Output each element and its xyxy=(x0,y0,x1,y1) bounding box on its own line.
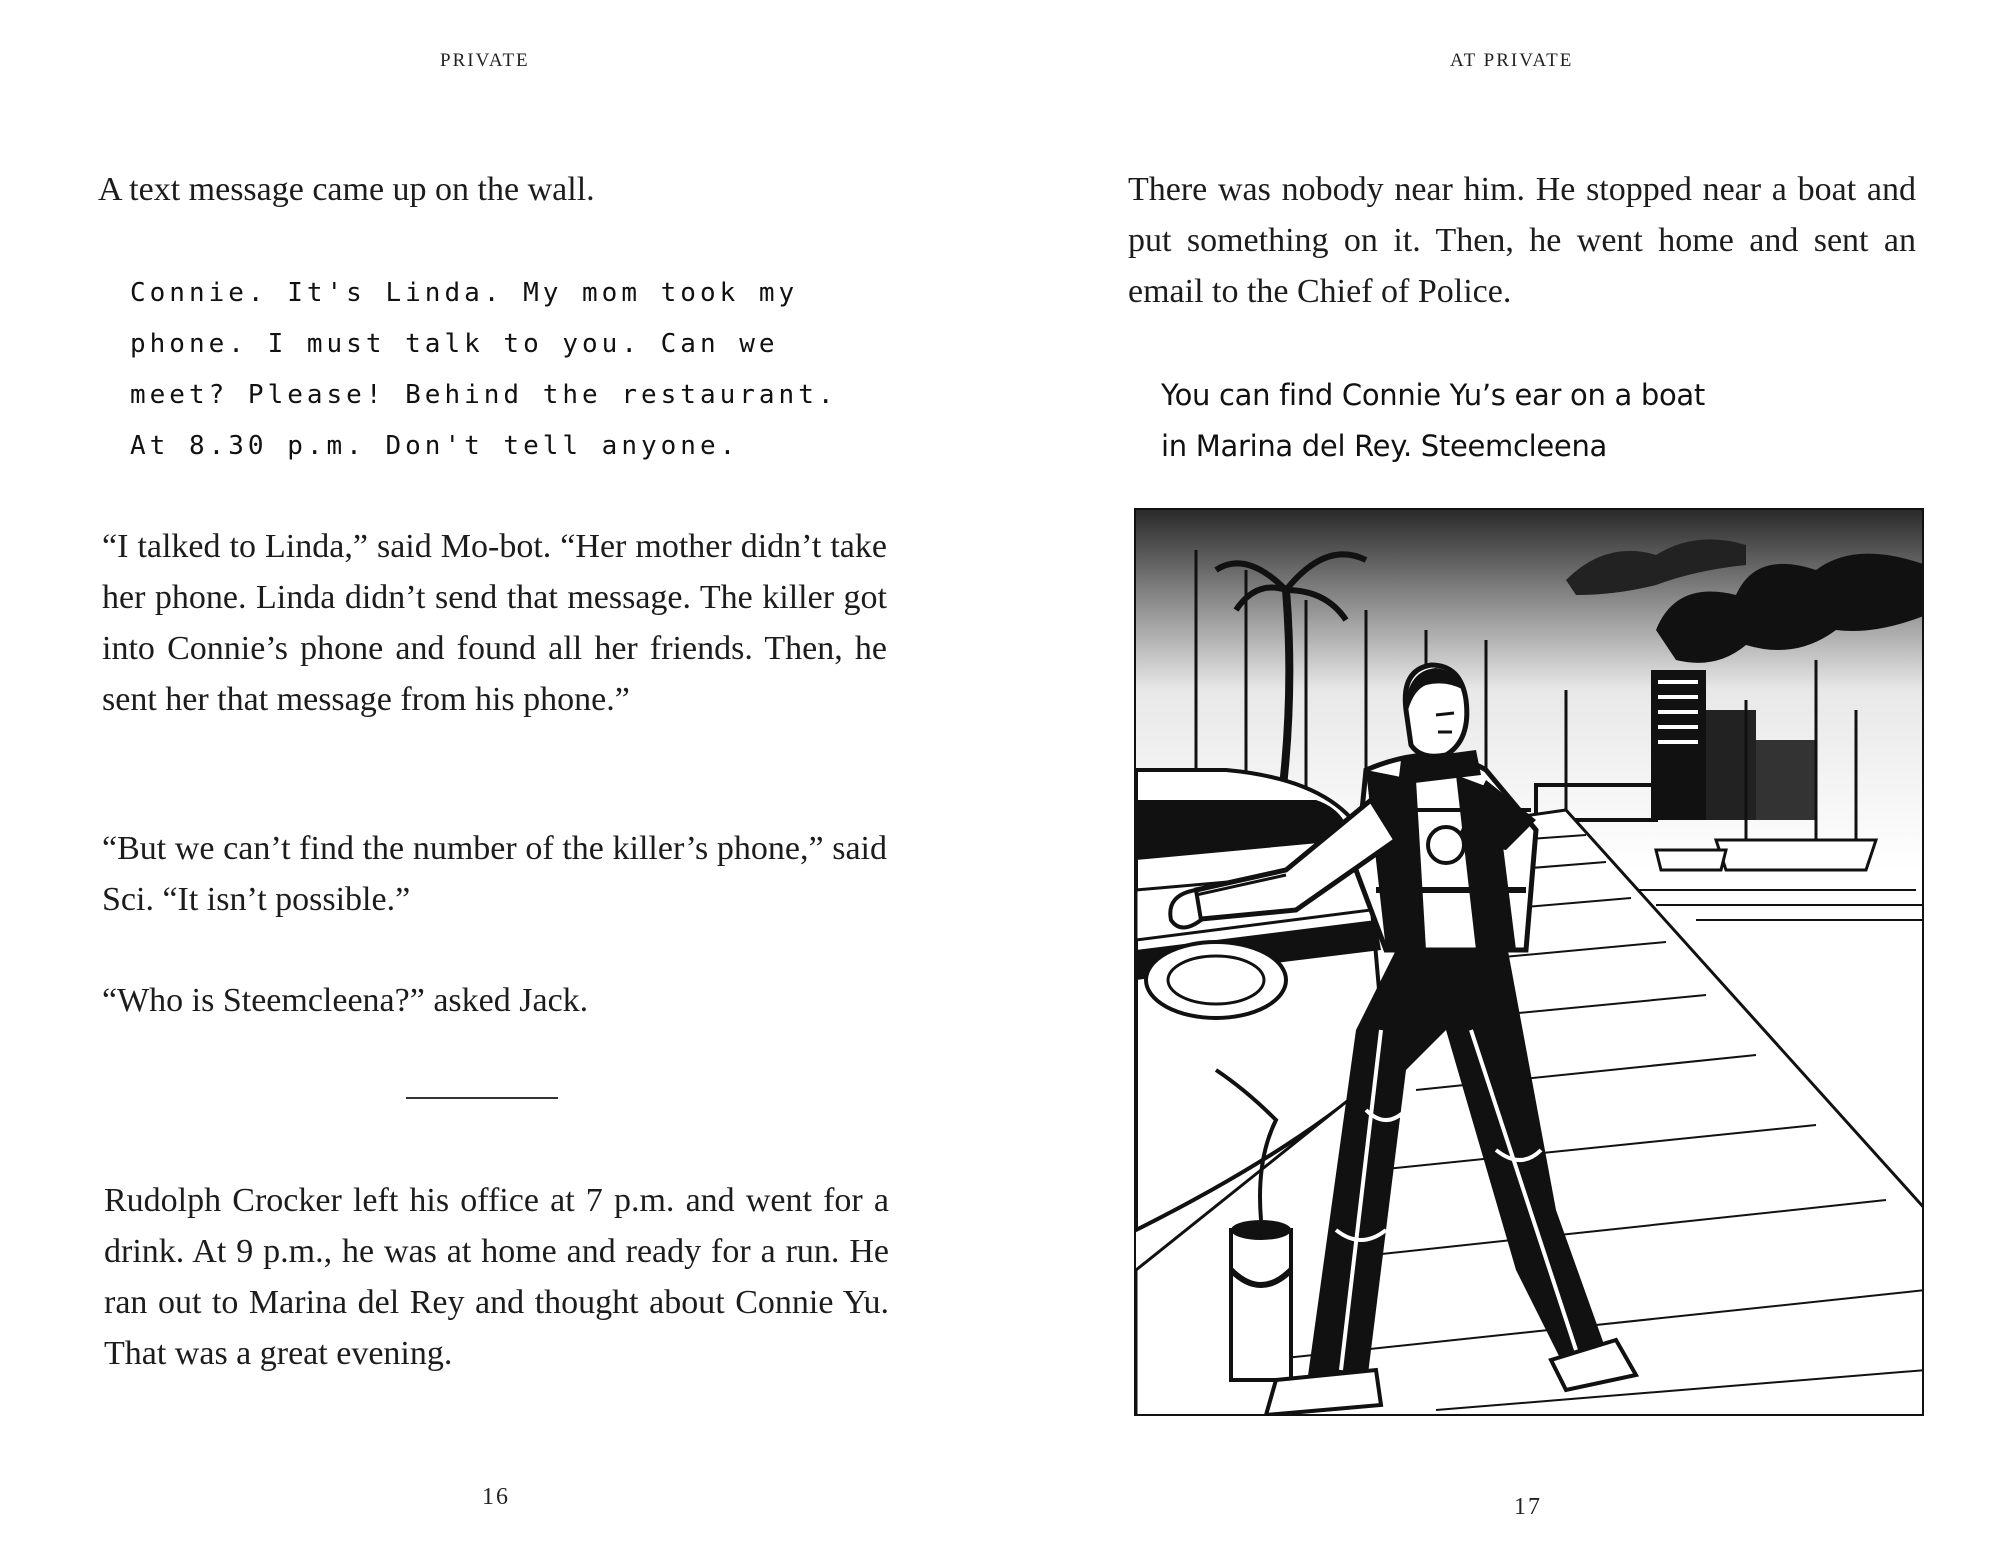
text-message xyxy=(130,268,890,472)
paragraph-jack: “Who is Steemcleena?” asked Jack. xyxy=(102,982,589,1019)
text-message-line: phone. I must talk to you. Can we xyxy=(130,329,779,359)
section-divider xyxy=(406,1097,558,1099)
paragraph-crocker: Rudolph Crocker left his office at 7 p.m. and went for a drink. At 9 p.m., he was at home and ready for a run. He ran out to Marina del Rey and thought about Connie Yu. That was a great evening. xyxy=(104,1182,889,1372)
page-number-right: 17 xyxy=(1514,1494,1542,1520)
paragraph-sci: “But we can’t find the number of the killer’s phone,” said Sci. “It isn’t possible.” xyxy=(102,830,887,918)
text-message-line: meet? Please! Behind the restaurant. xyxy=(130,380,838,410)
right-page xyxy=(1000,0,2000,1560)
marina-illustration xyxy=(1134,508,1924,1416)
email-line: You can find Connie Yu’s ear on a boat xyxy=(1161,378,1705,412)
text-message-line: Connie. It's Linda. My mom took my xyxy=(130,278,799,308)
paragraph-nobody: There was nobody near him. He stopped near a boat and put something on it. Then, he went home and sent an email to the Chief of Police. xyxy=(1128,171,1916,310)
email-line: in Marina del Rey. Steemcleena xyxy=(1161,429,1608,463)
paragraph-mobot: “I talked to Linda,” said Mo-bot. “Her mother didn’t take her phone. Linda didn’t send that message. The killer got into Connie’s phone and found all her friends. Then, he sent her that message from his phone.” xyxy=(102,528,887,718)
page-number-left: 16 xyxy=(482,1484,510,1510)
text-message-line: At 8.30 p.m. Don't tell anyone. xyxy=(130,431,740,461)
paragraph-intro: A text message came up on the wall. xyxy=(98,171,595,208)
running-head-left: PRIVATE xyxy=(440,50,530,71)
running-head-right: AT PRIVATE xyxy=(1450,50,1574,71)
email-message xyxy=(1161,370,1881,472)
